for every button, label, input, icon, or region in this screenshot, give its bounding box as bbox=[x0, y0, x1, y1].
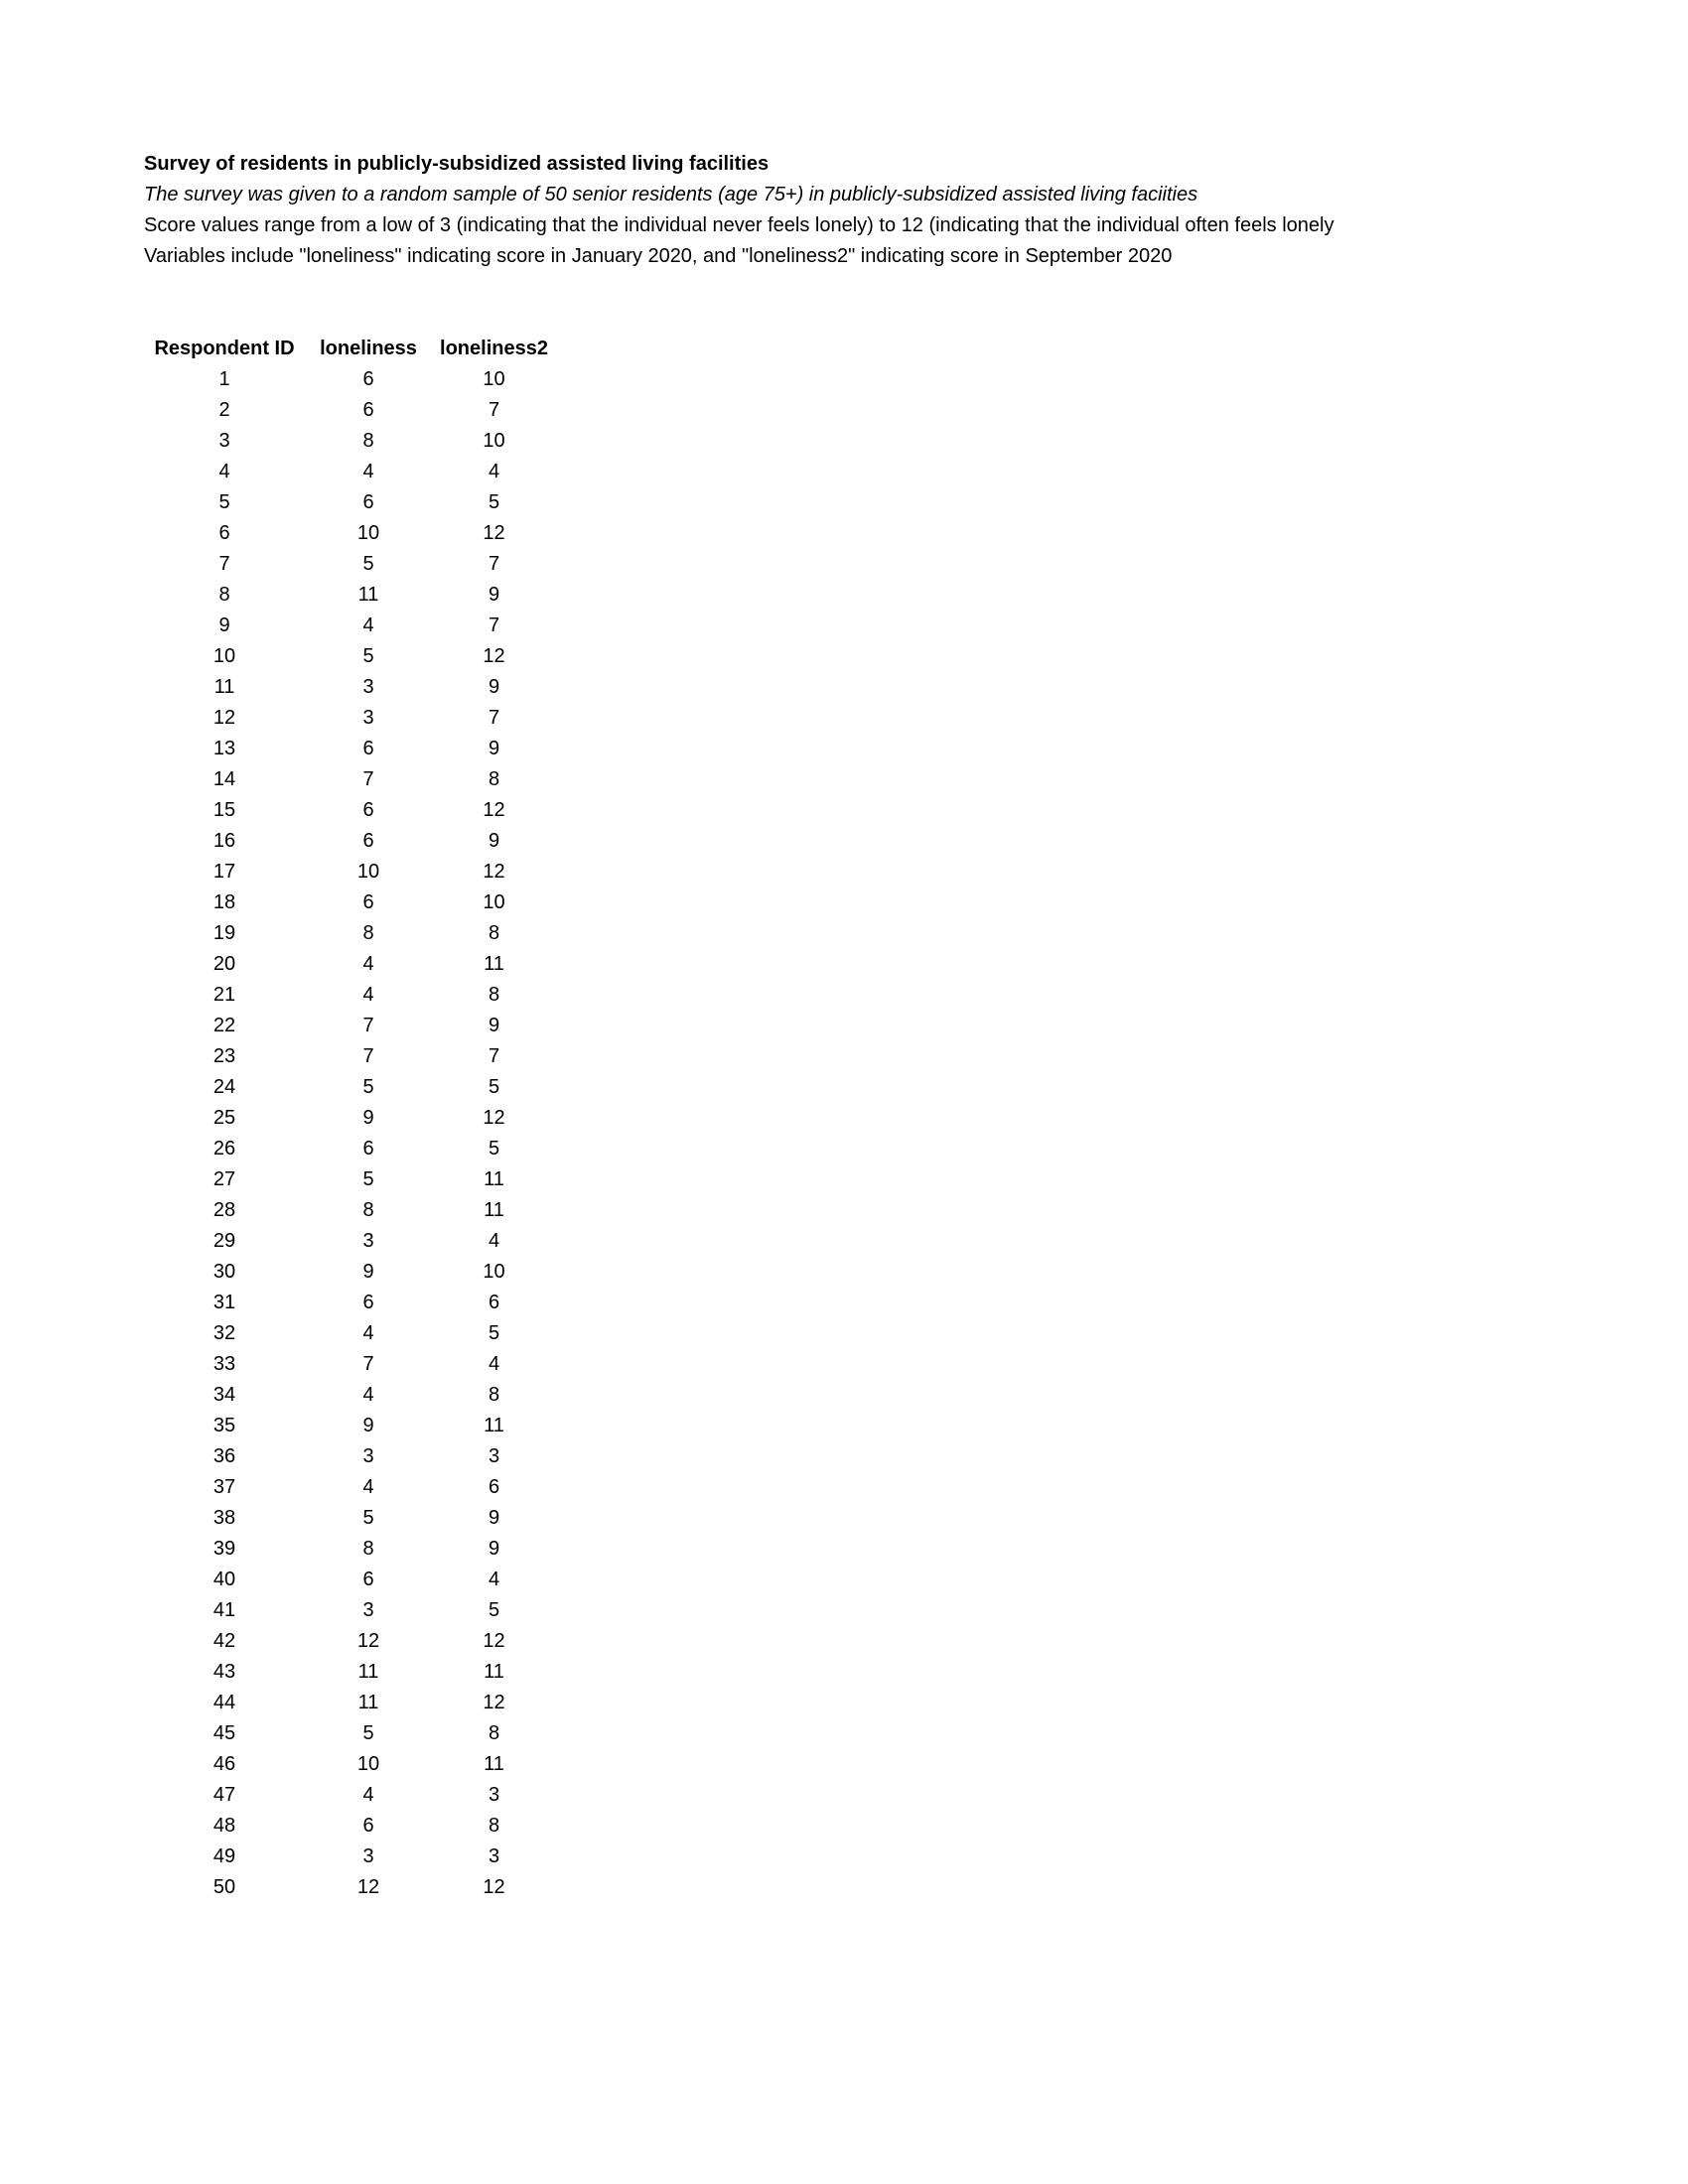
cell-loneliness2: 5 bbox=[488, 1076, 500, 1098]
cell-loneliness2: 11 bbox=[484, 1753, 504, 1775]
cell-loneliness: 5 bbox=[362, 1507, 374, 1529]
table-row bbox=[145, 887, 555, 918]
cell-loneliness2: 4 bbox=[488, 461, 500, 482]
cell-respondent-id: 9 bbox=[218, 614, 230, 636]
table-row bbox=[145, 580, 555, 611]
cell-loneliness2: 7 bbox=[488, 1045, 500, 1067]
column-header-loneliness2: loneliness2 bbox=[440, 338, 548, 359]
cell-loneliness2: 12 bbox=[483, 522, 505, 544]
cell-loneliness: 6 bbox=[362, 1292, 374, 1313]
table-row bbox=[145, 1534, 555, 1565]
cell-respondent-id: 35 bbox=[212, 1415, 236, 1436]
table-row bbox=[145, 734, 555, 764]
cell-respondent-id: 32 bbox=[212, 1322, 236, 1344]
cell-loneliness: 4 bbox=[362, 614, 374, 636]
cell-loneliness: 5 bbox=[362, 645, 374, 667]
cell-loneliness: 11 bbox=[357, 1692, 379, 1713]
cell-loneliness2: 9 bbox=[488, 1015, 500, 1036]
table-row bbox=[145, 1657, 555, 1688]
cell-loneliness2: 7 bbox=[488, 707, 500, 729]
cell-loneliness: 3 bbox=[362, 1845, 374, 1867]
cell-respondent-id: 46 bbox=[212, 1753, 236, 1775]
cell-loneliness2: 11 bbox=[484, 953, 504, 975]
cell-respondent-id: 21 bbox=[212, 984, 236, 1006]
cell-respondent-id: 37 bbox=[212, 1476, 236, 1498]
cell-respondent-id: 45 bbox=[212, 1722, 236, 1744]
cell-respondent-id: 39 bbox=[212, 1538, 236, 1560]
cell-loneliness: 5 bbox=[362, 1722, 374, 1744]
cell-respondent-id: 2 bbox=[218, 399, 230, 421]
cell-loneliness: 4 bbox=[362, 461, 374, 482]
table-row bbox=[145, 1411, 555, 1441]
table-row bbox=[145, 703, 555, 734]
cell-loneliness: 10 bbox=[356, 861, 380, 883]
cell-respondent-id: 27 bbox=[212, 1168, 236, 1190]
cell-loneliness2: 12 bbox=[483, 799, 505, 821]
document-header bbox=[144, 149, 1435, 272]
cell-loneliness2: 12 bbox=[483, 1107, 505, 1129]
table-row bbox=[145, 611, 555, 641]
cell-loneliness2: 9 bbox=[488, 1538, 500, 1560]
table-row bbox=[145, 1718, 555, 1749]
column-header-loneliness: loneliness bbox=[320, 338, 417, 359]
cell-loneliness: 8 bbox=[362, 430, 374, 452]
table-row bbox=[145, 1872, 555, 1903]
cell-respondent-id: 17 bbox=[212, 861, 236, 883]
cell-respondent-id: 50 bbox=[212, 1876, 236, 1898]
cell-loneliness2: 4 bbox=[488, 1353, 500, 1375]
cell-loneliness2: 11 bbox=[484, 1199, 504, 1221]
cell-loneliness: 6 bbox=[362, 738, 374, 759]
cell-respondent-id: 10 bbox=[212, 645, 236, 667]
cell-respondent-id: 22 bbox=[212, 1015, 236, 1036]
cell-loneliness: 3 bbox=[362, 707, 374, 729]
cell-loneliness2: 5 bbox=[488, 491, 500, 513]
table-row bbox=[145, 1626, 555, 1657]
table-row bbox=[145, 1565, 555, 1595]
score-range-note: Score values range from a low of 3 (indicating that the individual never feels lonely) to 12 (indicating that the individual often feels lonely bbox=[144, 214, 1335, 236]
cell-loneliness2: 8 bbox=[488, 1722, 500, 1744]
table-row bbox=[145, 1011, 555, 1041]
cell-loneliness2: 8 bbox=[488, 768, 500, 790]
cell-respondent-id: 28 bbox=[212, 1199, 236, 1221]
table-row bbox=[145, 1195, 555, 1226]
cell-respondent-id: 5 bbox=[218, 491, 230, 513]
table-row bbox=[145, 918, 555, 949]
cell-loneliness: 5 bbox=[362, 1168, 374, 1190]
table-row bbox=[145, 1842, 555, 1872]
cell-loneliness: 5 bbox=[362, 553, 374, 575]
cell-loneliness2: 12 bbox=[483, 645, 505, 667]
cell-respondent-id: 24 bbox=[212, 1076, 236, 1098]
table-row bbox=[145, 826, 555, 857]
cell-loneliness2: 11 bbox=[484, 1415, 504, 1436]
cell-loneliness: 6 bbox=[362, 799, 374, 821]
cell-respondent-id: 42 bbox=[212, 1630, 236, 1652]
cell-loneliness: 11 bbox=[357, 584, 379, 606]
cell-loneliness2: 9 bbox=[488, 676, 500, 698]
table-row bbox=[145, 641, 555, 672]
cell-respondent-id: 23 bbox=[212, 1045, 236, 1067]
cell-respondent-id: 36 bbox=[212, 1445, 236, 1467]
cell-loneliness2: 8 bbox=[488, 984, 500, 1006]
cell-loneliness: 10 bbox=[356, 1753, 380, 1775]
cell-loneliness: 9 bbox=[362, 1107, 374, 1129]
cell-respondent-id: 3 bbox=[218, 430, 230, 452]
table-row bbox=[145, 1349, 555, 1380]
cell-respondent-id: 38 bbox=[212, 1507, 236, 1529]
cell-loneliness: 3 bbox=[362, 676, 374, 698]
cell-respondent-id: 41 bbox=[212, 1599, 236, 1621]
table-row bbox=[145, 1595, 555, 1626]
cell-loneliness: 9 bbox=[362, 1261, 374, 1283]
document-title: Survey of residents in publicly-subsidized assisted living facilities bbox=[144, 153, 770, 175]
table-row bbox=[145, 457, 555, 487]
cell-loneliness2: 4 bbox=[488, 1230, 500, 1252]
cell-loneliness2: 9 bbox=[488, 584, 500, 606]
table-row bbox=[145, 426, 555, 457]
cell-loneliness: 6 bbox=[362, 891, 374, 913]
cell-loneliness: 6 bbox=[362, 830, 374, 852]
table-row bbox=[145, 518, 555, 549]
table-row bbox=[145, 1503, 555, 1534]
cell-loneliness: 6 bbox=[362, 1138, 374, 1160]
table-header-row bbox=[145, 334, 555, 364]
cell-loneliness: 8 bbox=[362, 1538, 374, 1560]
cell-loneliness2: 7 bbox=[488, 399, 500, 421]
cell-loneliness: 6 bbox=[362, 399, 374, 421]
cell-loneliness: 6 bbox=[362, 1815, 374, 1837]
table-row bbox=[145, 1780, 555, 1811]
cell-loneliness2: 9 bbox=[488, 1507, 500, 1529]
loneliness-data-table bbox=[145, 334, 555, 1903]
cell-loneliness2: 8 bbox=[488, 1815, 500, 1837]
cell-loneliness2: 7 bbox=[488, 614, 500, 636]
cell-respondent-id: 14 bbox=[212, 768, 236, 790]
cell-loneliness: 6 bbox=[362, 368, 374, 390]
cell-loneliness: 11 bbox=[357, 1661, 379, 1683]
table-body bbox=[145, 364, 555, 1903]
cell-loneliness: 4 bbox=[362, 953, 374, 975]
cell-loneliness: 4 bbox=[362, 1322, 374, 1344]
cell-loneliness2: 3 bbox=[488, 1445, 500, 1467]
cell-loneliness2: 10 bbox=[483, 368, 505, 390]
cell-loneliness2: 11 bbox=[484, 1168, 504, 1190]
cell-loneliness2: 8 bbox=[488, 922, 500, 944]
column-header-respondent-id: Respondent ID bbox=[154, 338, 295, 359]
table-row bbox=[145, 1041, 555, 1072]
cell-loneliness: 4 bbox=[362, 1476, 374, 1498]
cell-loneliness2: 9 bbox=[488, 830, 500, 852]
cell-respondent-id: 47 bbox=[212, 1784, 236, 1806]
cell-respondent-id: 26 bbox=[212, 1138, 236, 1160]
cell-loneliness: 4 bbox=[362, 1384, 374, 1406]
table-row bbox=[145, 1318, 555, 1349]
cell-respondent-id: 16 bbox=[212, 830, 236, 852]
table-row bbox=[145, 549, 555, 580]
table-row bbox=[145, 857, 555, 887]
cell-respondent-id: 40 bbox=[212, 1569, 236, 1590]
cell-loneliness: 7 bbox=[362, 1015, 374, 1036]
cell-respondent-id: 33 bbox=[212, 1353, 236, 1375]
cell-loneliness: 8 bbox=[362, 1199, 374, 1221]
cell-loneliness: 12 bbox=[356, 1630, 380, 1652]
cell-respondent-id: 18 bbox=[212, 891, 236, 913]
table-row bbox=[145, 1257, 555, 1288]
variables-note: Variables include "loneliness" indicating score in January 2020, and "loneliness2" indicating score in September 2020 bbox=[144, 245, 1173, 267]
table-row bbox=[145, 1380, 555, 1411]
cell-respondent-id: 12 bbox=[212, 707, 236, 729]
cell-loneliness2: 10 bbox=[483, 1261, 505, 1283]
cell-respondent-id: 4 bbox=[218, 461, 230, 482]
cell-loneliness2: 5 bbox=[488, 1599, 500, 1621]
cell-loneliness2: 12 bbox=[483, 1876, 505, 1898]
table-row bbox=[145, 1072, 555, 1103]
document-subtitle: The survey was given to a random sample of 50 senior residents (age 75+) in publicly-subsidized assisted living faciities bbox=[144, 184, 1198, 205]
table-row bbox=[145, 1164, 555, 1195]
cell-loneliness2: 9 bbox=[488, 738, 500, 759]
cell-loneliness: 3 bbox=[362, 1230, 374, 1252]
table-row bbox=[145, 672, 555, 703]
cell-loneliness: 7 bbox=[362, 1353, 374, 1375]
cell-loneliness2: 6 bbox=[488, 1476, 500, 1498]
table-row bbox=[145, 1134, 555, 1164]
cell-loneliness2: 6 bbox=[488, 1292, 500, 1313]
cell-respondent-id: 15 bbox=[212, 799, 236, 821]
cell-loneliness2: 7 bbox=[488, 553, 500, 575]
table-row bbox=[145, 487, 555, 518]
cell-loneliness: 7 bbox=[362, 768, 374, 790]
cell-loneliness: 5 bbox=[362, 1076, 374, 1098]
cell-respondent-id: 43 bbox=[212, 1661, 236, 1683]
cell-loneliness2: 11 bbox=[484, 1661, 504, 1683]
table-row bbox=[145, 1688, 555, 1718]
table-row bbox=[145, 1226, 555, 1257]
cell-loneliness: 6 bbox=[362, 491, 374, 513]
cell-loneliness: 9 bbox=[362, 1415, 374, 1436]
cell-loneliness2: 5 bbox=[488, 1138, 500, 1160]
cell-respondent-id: 20 bbox=[212, 953, 236, 975]
cell-loneliness2: 12 bbox=[483, 1692, 505, 1713]
cell-respondent-id: 29 bbox=[212, 1230, 236, 1252]
cell-respondent-id: 48 bbox=[212, 1815, 236, 1837]
cell-loneliness: 7 bbox=[362, 1045, 374, 1067]
table-row bbox=[145, 980, 555, 1011]
table-row bbox=[145, 364, 555, 395]
cell-respondent-id: 7 bbox=[218, 553, 230, 575]
cell-respondent-id: 25 bbox=[212, 1107, 236, 1129]
cell-respondent-id: 13 bbox=[212, 738, 236, 759]
cell-respondent-id: 8 bbox=[218, 584, 230, 606]
table-row bbox=[145, 764, 555, 795]
table-row bbox=[145, 949, 555, 980]
cell-loneliness2: 10 bbox=[483, 891, 505, 913]
cell-loneliness2: 8 bbox=[488, 1384, 500, 1406]
table-row bbox=[145, 1441, 555, 1472]
cell-loneliness2: 5 bbox=[488, 1322, 500, 1344]
cell-respondent-id: 44 bbox=[212, 1692, 236, 1713]
cell-loneliness: 3 bbox=[362, 1599, 374, 1621]
cell-loneliness2: 12 bbox=[483, 861, 505, 883]
cell-respondent-id: 6 bbox=[218, 522, 230, 544]
cell-loneliness2: 10 bbox=[483, 430, 505, 452]
table-row bbox=[145, 1749, 555, 1780]
cell-loneliness2: 3 bbox=[488, 1845, 500, 1867]
table-row bbox=[145, 1472, 555, 1503]
cell-loneliness2: 4 bbox=[488, 1569, 500, 1590]
table-row bbox=[145, 1811, 555, 1842]
cell-loneliness: 4 bbox=[362, 1784, 374, 1806]
cell-loneliness: 6 bbox=[362, 1569, 374, 1590]
cell-respondent-id: 31 bbox=[212, 1292, 236, 1313]
cell-respondent-id: 30 bbox=[212, 1261, 236, 1283]
cell-loneliness: 3 bbox=[362, 1445, 374, 1467]
cell-respondent-id: 11 bbox=[213, 676, 235, 698]
cell-loneliness2: 12 bbox=[483, 1630, 505, 1652]
cell-loneliness2: 3 bbox=[488, 1784, 500, 1806]
cell-respondent-id: 34 bbox=[212, 1384, 236, 1406]
table-row bbox=[145, 1103, 555, 1134]
table-row bbox=[145, 395, 555, 426]
table-row bbox=[145, 795, 555, 826]
cell-loneliness: 8 bbox=[362, 922, 374, 944]
cell-respondent-id: 1 bbox=[218, 368, 230, 390]
cell-loneliness: 12 bbox=[356, 1876, 380, 1898]
cell-respondent-id: 19 bbox=[212, 922, 236, 944]
table-row bbox=[145, 1288, 555, 1318]
cell-respondent-id: 49 bbox=[212, 1845, 236, 1867]
cell-loneliness: 10 bbox=[356, 522, 380, 544]
cell-loneliness: 4 bbox=[362, 984, 374, 1006]
